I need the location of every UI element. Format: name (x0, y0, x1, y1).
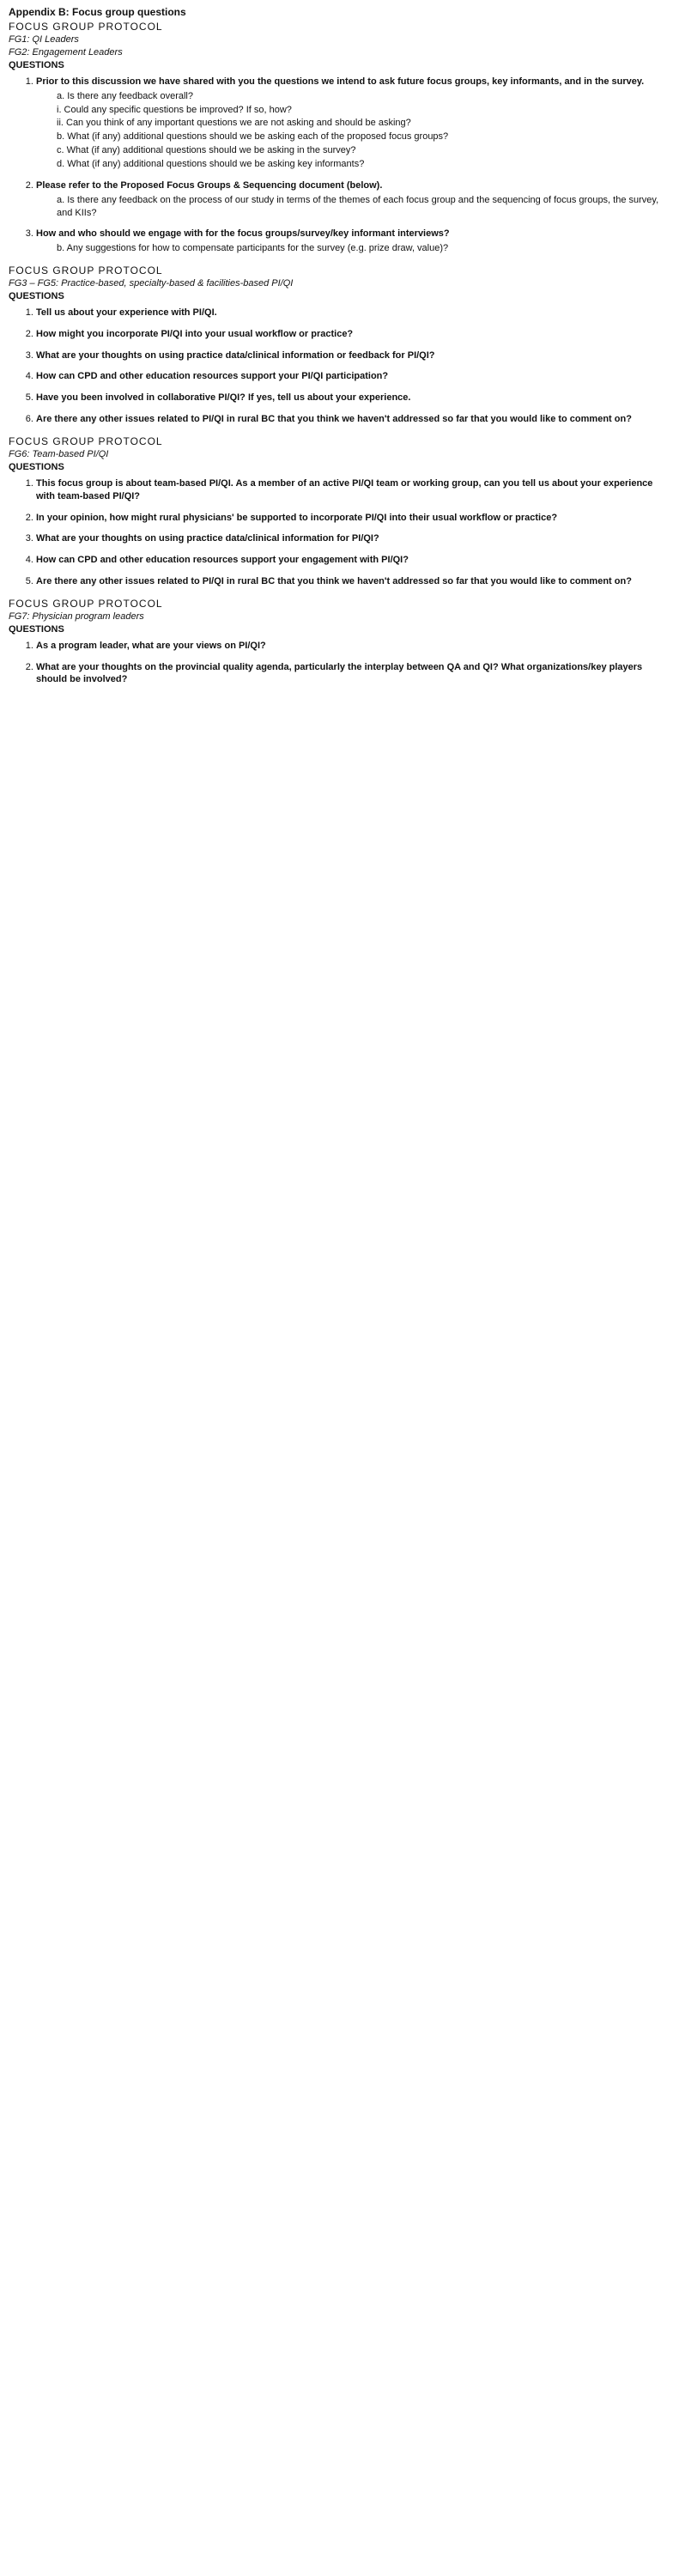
question-item (36, 575, 664, 588)
protocol-section (9, 434, 664, 588)
question-text: In your opinion, how might rural physicians' be supported to incorporate PI/QI into their usual workflow or practice? (36, 512, 558, 523)
question-text: What are your thoughts on using practice data/clinical information for PI/QI? (36, 533, 379, 544)
focus-group-label: FG2: Engagement Leaders (9, 47, 123, 58)
question-list (24, 307, 664, 426)
question-item (36, 228, 664, 255)
focus-group-label: FG3 – FG5: Practice-based, specialty-based & facilities-based PI/QI (9, 278, 294, 289)
question-item (36, 179, 664, 220)
question-item (36, 512, 664, 525)
question-text: Prior to this discussion we have shared with you the questions we intend to ask future focus groups, key informants, and in the survey. (36, 76, 645, 87)
sub-question-list (57, 242, 664, 255)
question-text: As a program leader, what are your views on PI/QI? (36, 640, 266, 651)
question-text: What are your thoughts on using practice data/clinical information or feedback for PI/QI? (36, 349, 435, 361)
sub-question: b. Any suggestions for how to compensate participants for the survey (e.g. prize draw, value)? (57, 243, 449, 254)
question-text: Tell us about your experience with PI/QI. (36, 307, 217, 318)
focus-group-label: FG1: QI Leaders (9, 34, 79, 46)
sub-question: i. Could any specific questions be improved? If so, how? (57, 104, 292, 115)
sub-question: a. Is there any feedback overall? (57, 90, 193, 101)
sub-question: d. What (if any) additional questions should we be asking key informants? (57, 158, 365, 169)
protocol-heading: FOCUS GROUP PROTOCOL (9, 264, 163, 277)
focus-group-label: FG7: Physician program leaders (9, 611, 144, 623)
sub-question-list (57, 194, 664, 220)
question-text: Have you been involved in collaborative PI/QI? If yes, tell us about your experience. (36, 392, 411, 404)
question-text: How might you incorporate PI/QI into your usual workflow or practice? (36, 328, 354, 339)
question-item (36, 370, 664, 383)
questions-heading: QUESTIONS (9, 60, 64, 71)
protocol-heading: FOCUS GROUP PROTOCOL (9, 597, 163, 610)
question-item (36, 661, 664, 687)
protocol-section (9, 20, 664, 255)
question-item (36, 328, 664, 341)
question-list (24, 477, 664, 588)
question-text: Are there any other issues related to PI/QI in rural BC that you think we haven't addressed so far that you would like to comment on? (36, 414, 632, 425)
questions-heading: QUESTIONS (9, 291, 64, 302)
question-text: How can CPD and other education resources support your PI/QI participation? (36, 371, 389, 382)
questions-heading: QUESTIONS (9, 462, 64, 472)
focus-group-label: FG6: Team-based PI/QI (9, 449, 109, 460)
question-item (36, 349, 664, 362)
sections-container (9, 20, 664, 686)
question-text: Please refer to the Proposed Focus Groups & Sequencing document (below). (36, 179, 383, 191)
sub-question-list (57, 90, 664, 171)
sub-question: c. What (if any) additional questions should we be asking in the survey? (57, 145, 356, 156)
question-item (36, 413, 664, 426)
question-list (24, 640, 664, 687)
question-text: Are there any other issues related to PI/QI in rural BC that you think we haven't addressed so far that you would like to comment on? (36, 576, 632, 587)
document-page (0, 0, 673, 703)
question-text: What are your thoughts on the provincial quality agenda, particularly the interplay between QA and QI? What organizations/key players should be involved? (36, 661, 643, 685)
question-item (36, 76, 664, 171)
question-item (36, 640, 664, 653)
question-item (36, 392, 664, 404)
question-text: This focus group is about team-based PI/QI. As a member of an active PI/QI team or working group, can you tell us about your experience with team-based PI/QI? (36, 477, 653, 501)
questions-heading: QUESTIONS (9, 623, 64, 635)
question-item (36, 532, 664, 545)
sub-question: ii. Can you think of any important questions we are not asking and should be asking? (57, 118, 411, 129)
question-list (24, 76, 664, 255)
appendix-title: Appendix B: Focus group questions (9, 6, 186, 18)
protocol-heading: FOCUS GROUP PROTOCOL (9, 434, 163, 447)
question-text: How can CPD and other education resources support your engagement with PI/QI? (36, 555, 409, 566)
sub-question: b. What (if any) additional questions should we be asking each of the proposed focus groups? (57, 131, 449, 143)
protocol-section (9, 597, 664, 686)
protocol-heading: FOCUS GROUP PROTOCOL (9, 21, 163, 33)
question-item (36, 554, 664, 567)
question-item (36, 307, 664, 319)
protocol-section (9, 264, 664, 426)
sub-question: a. Is there any feedback on the process of our study in terms of the themes of each focus group and the sequencing of focus groups, the survey, and KIIs? (57, 194, 659, 218)
question-item (36, 477, 664, 503)
question-text: How and who should we engage with for the focus groups/survey/key informant interviews? (36, 228, 450, 240)
